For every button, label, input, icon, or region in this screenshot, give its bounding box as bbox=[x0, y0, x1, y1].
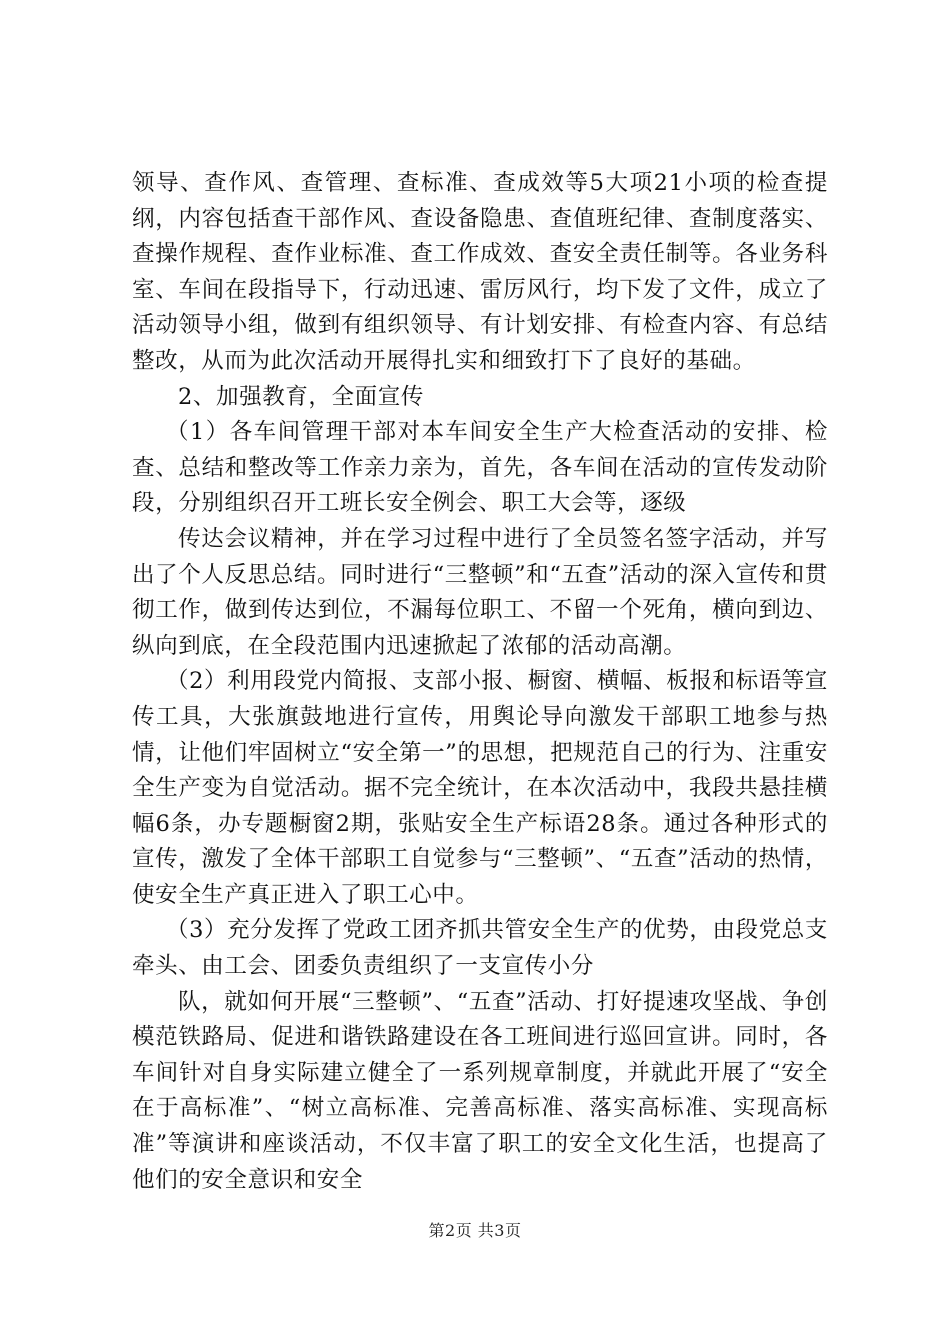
paragraph-item-2: （2）利用段党内简报、支部小报、橱窗、横幅、板报和标语等宣传工具，大张旗鼓地进行宣传，用舆论导向激发干部职工地参与热情，让他们牢固树立“安全第一”的思想，把规范自己的行为、注重安全生产变为自觉活动。据不完全统计，在本次活动中，我段共悬挂横幅6条，办专题橱窗2期，张贴安全生产标语28条。通过各种形式的宣传，激发了全体干部职工自觉参与“三整顿”、“五查”活动的热情，使安全生产真正进入了职工心中。 bbox=[132, 668, 828, 908]
section-heading-education: 2、加强教育，全面宣传 bbox=[178, 383, 424, 410]
document-body bbox=[132, 166, 828, 1198]
paragraph-inspection-outline: 领导、查作风、查管理、查标准、查成效等5大项21小项的检查提纲，内容包括查干部作风、查设备隐患、查值班纪律、查制度落实、查操作规程、查作业标准、查工作成效、查安全责任制等。各业务科室、车间在段指导下，行动迅速、雷厉风行，均下发了文件，成立了活动领导小组，做到有组织领导、有计划安排、有检查内容、有总结整改，从而为此次活动开展得扎实和细致打下了良好的基础。 bbox=[132, 170, 828, 374]
page-number-footer: 第2页 共3页 bbox=[428, 1221, 522, 1240]
paragraph-item-3: （3）充分发挥了党政工团齐抓共管安全生产的优势，由段党总支牵头、由工会、团委负责组织了一支宣传小分 bbox=[132, 917, 828, 980]
paragraph-item-1-continued: 传达会议精神，并在学习过程中进行了全员签名签字活动，并写出了个人反思总结。同时进行“三整顿”和“五查”活动的深入宣传和贯彻工作，做到传达到位，不漏每位职工、不留一个死角，横向到边、纵向到底，在全段范围内迅速掀起了浓郁的活动高潮。 bbox=[132, 525, 828, 659]
paragraph-item-3-continued: 队，就如何开展“三整顿”、“五查”活动、打好提速攻坚战、争创模范铁路局、促进和谐铁路建设在各工班间进行巡回宣讲。同时，各车间针对自身实际建立健全了一系列规章制度，并就此开展了“安全在于高标准”、“树立高标准、完善高标准、落实高标准、实现高标准”等演讲和座谈活动，不仅丰富了职工的安全文化生活，也提高了他们的安全意识和安全 bbox=[132, 988, 828, 1193]
paragraph-item-1: （1）各车间管理干部对本车间安全生产大检查活动的安排、检查、总结和整改等工作亲力亲为，首先，各车间在活动的宣传发动阶段，分别组织召开工班长安全例会、职工大会等，逐级 bbox=[132, 419, 828, 517]
